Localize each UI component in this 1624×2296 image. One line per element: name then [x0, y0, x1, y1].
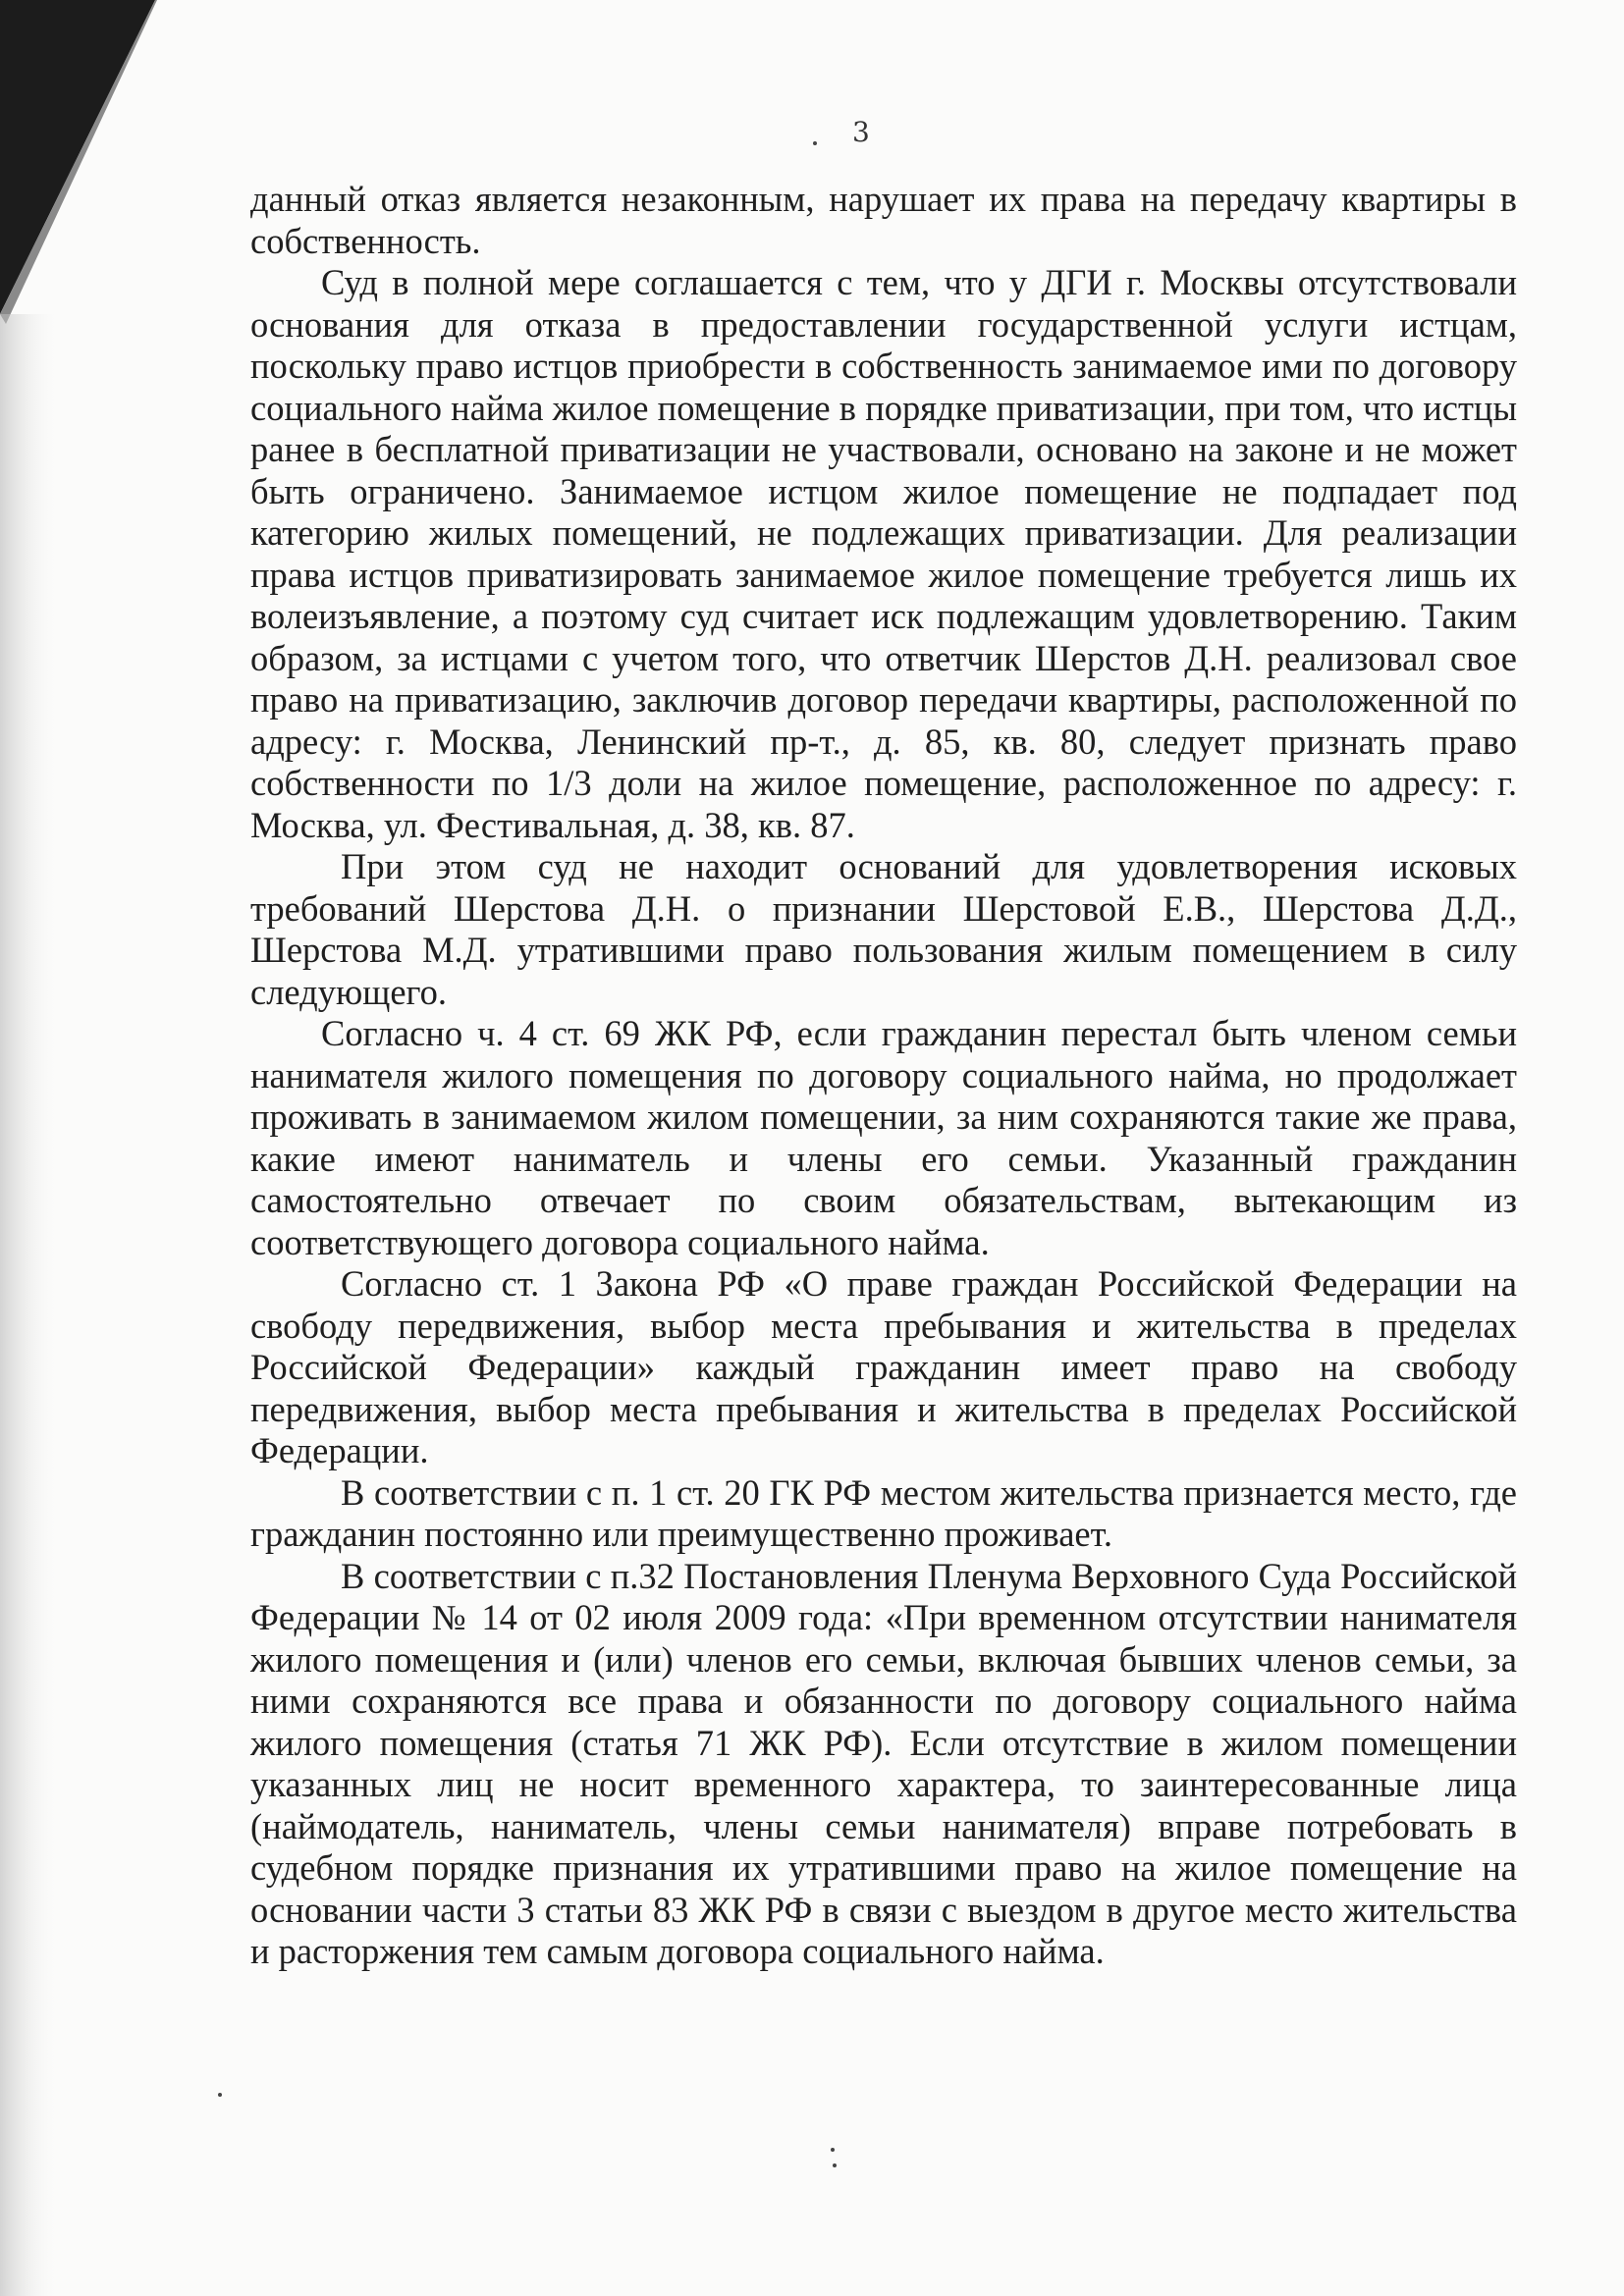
- paragraph-civil-code-20: В соответствии с п. 1 ст. 20 ГК РФ местом жительства признается место, где гражданин постоянно или преимущественно проживает.: [250, 1471, 1517, 1554]
- scan-speck: [813, 141, 817, 145]
- page-number: 3: [852, 116, 870, 148]
- paragraph-plenum-resolution: В соответствии с п.32 Постановления Пленума Верховного Суда Российской Федерации № 14 от 02 июля 2009 года: «При временном отсутствии нанимателя жилого помещения и (или) членов его семьи, включая бывших членов семьи, за ними сохраняются все права и обязанности по договору социального найма жилого помещения (статья 71 ЖК РФ). Если отсутствие в жилом помещении указанных лиц не носит временного характера, то заинтересованные лица (наймодатель, наниматель, члены семьи нанимателя) вправе потребовать в судебном порядке признания их утратившими право на жилое помещение на основании части 3 статьи 83 ЖК РФ в связи с выездом в другое место жительства и расторжения тем самым договора социального найма.: [250, 1555, 1517, 1971]
- scan-shadow-edge: [0, 0, 157, 2296]
- scan-speck: [833, 2163, 837, 2167]
- paragraph-no-grounds: При этом суд не находит оснований для удовлетворения исковых требований Шерстова Д.Н. о признании Шерстовой Е.В., Шерстова Д.Д., Шерстова М.Д. утратившими право пользования жилым помещением в силу следующего.: [250, 846, 1517, 1012]
- paragraph-continuation: данный отказ является незаконным, нарушает их права на передачу квартиры в собственность.: [250, 179, 1517, 261]
- paragraph-housing-code-69: Согласно ч. 4 ст. 69 ЖК РФ, если гражданин перестал быть членом семьи нанимателя жилого помещения по договору социального найма, но продолжает проживать в занимаемом жилом помещении, за ним сохраняются такие же права, какие имеют наниматель и члены его семьи. Указанный гражданин самостоятельно отвечает по своим обязательствам, вытекающим из соответствующего договора социального найма.: [250, 1013, 1517, 1262]
- scan-speck: [218, 2093, 222, 2097]
- document-body: [250, 179, 1517, 1973]
- paragraph-freedom-of-movement: Согласно ст. 1 Закона РФ «О праве граждан Российской Федерации на свободу передвижения, выбор места пребывания и жительства в пределах Российской Федерации» каждый гражданин имеет право на свободу передвижения, выбор места пребывания и жительства в пределах Российской Федерации.: [250, 1263, 1517, 1470]
- scan-speck: [831, 2148, 835, 2152]
- paragraph-court-agrees: Суд в полной мере соглашается с тем, что у ДГИ г. Москвы отсутствовали основания для отказа в предоставлении государственной услуги истцам, поскольку право истцов приобрести в собственность занимаемое ими по договору социального найма жилое помещение в порядке приватизации, при том, что истцы ранее в бесплатной приватизации не участвовали, основано на законе и не может быть ограничено. Занимаемое истцом жилое помещение не подпадает под категорию жилых помещений, не подлежащих приватизации. Для реализации права истцов приватизировать занимаемое жилое помещение требуется лишь их волеизъявление, а поэтому суд считает иск подлежащим удовлетворению. Таким образом, за истцами с учетом того, что ответчик Шерстов Д.Н. реализовал свое право на приватизацию, заключив договор передачи квартиры, расположенной по адресу: г. Москва, Ленинский пр-т., д. 85, кв. 80, следует признать право собственности по 1/3 доли на жилое помещение, расположенное по адресу: г. Москва, ул. Фестивальная, д. 38, кв. 87.: [250, 262, 1517, 845]
